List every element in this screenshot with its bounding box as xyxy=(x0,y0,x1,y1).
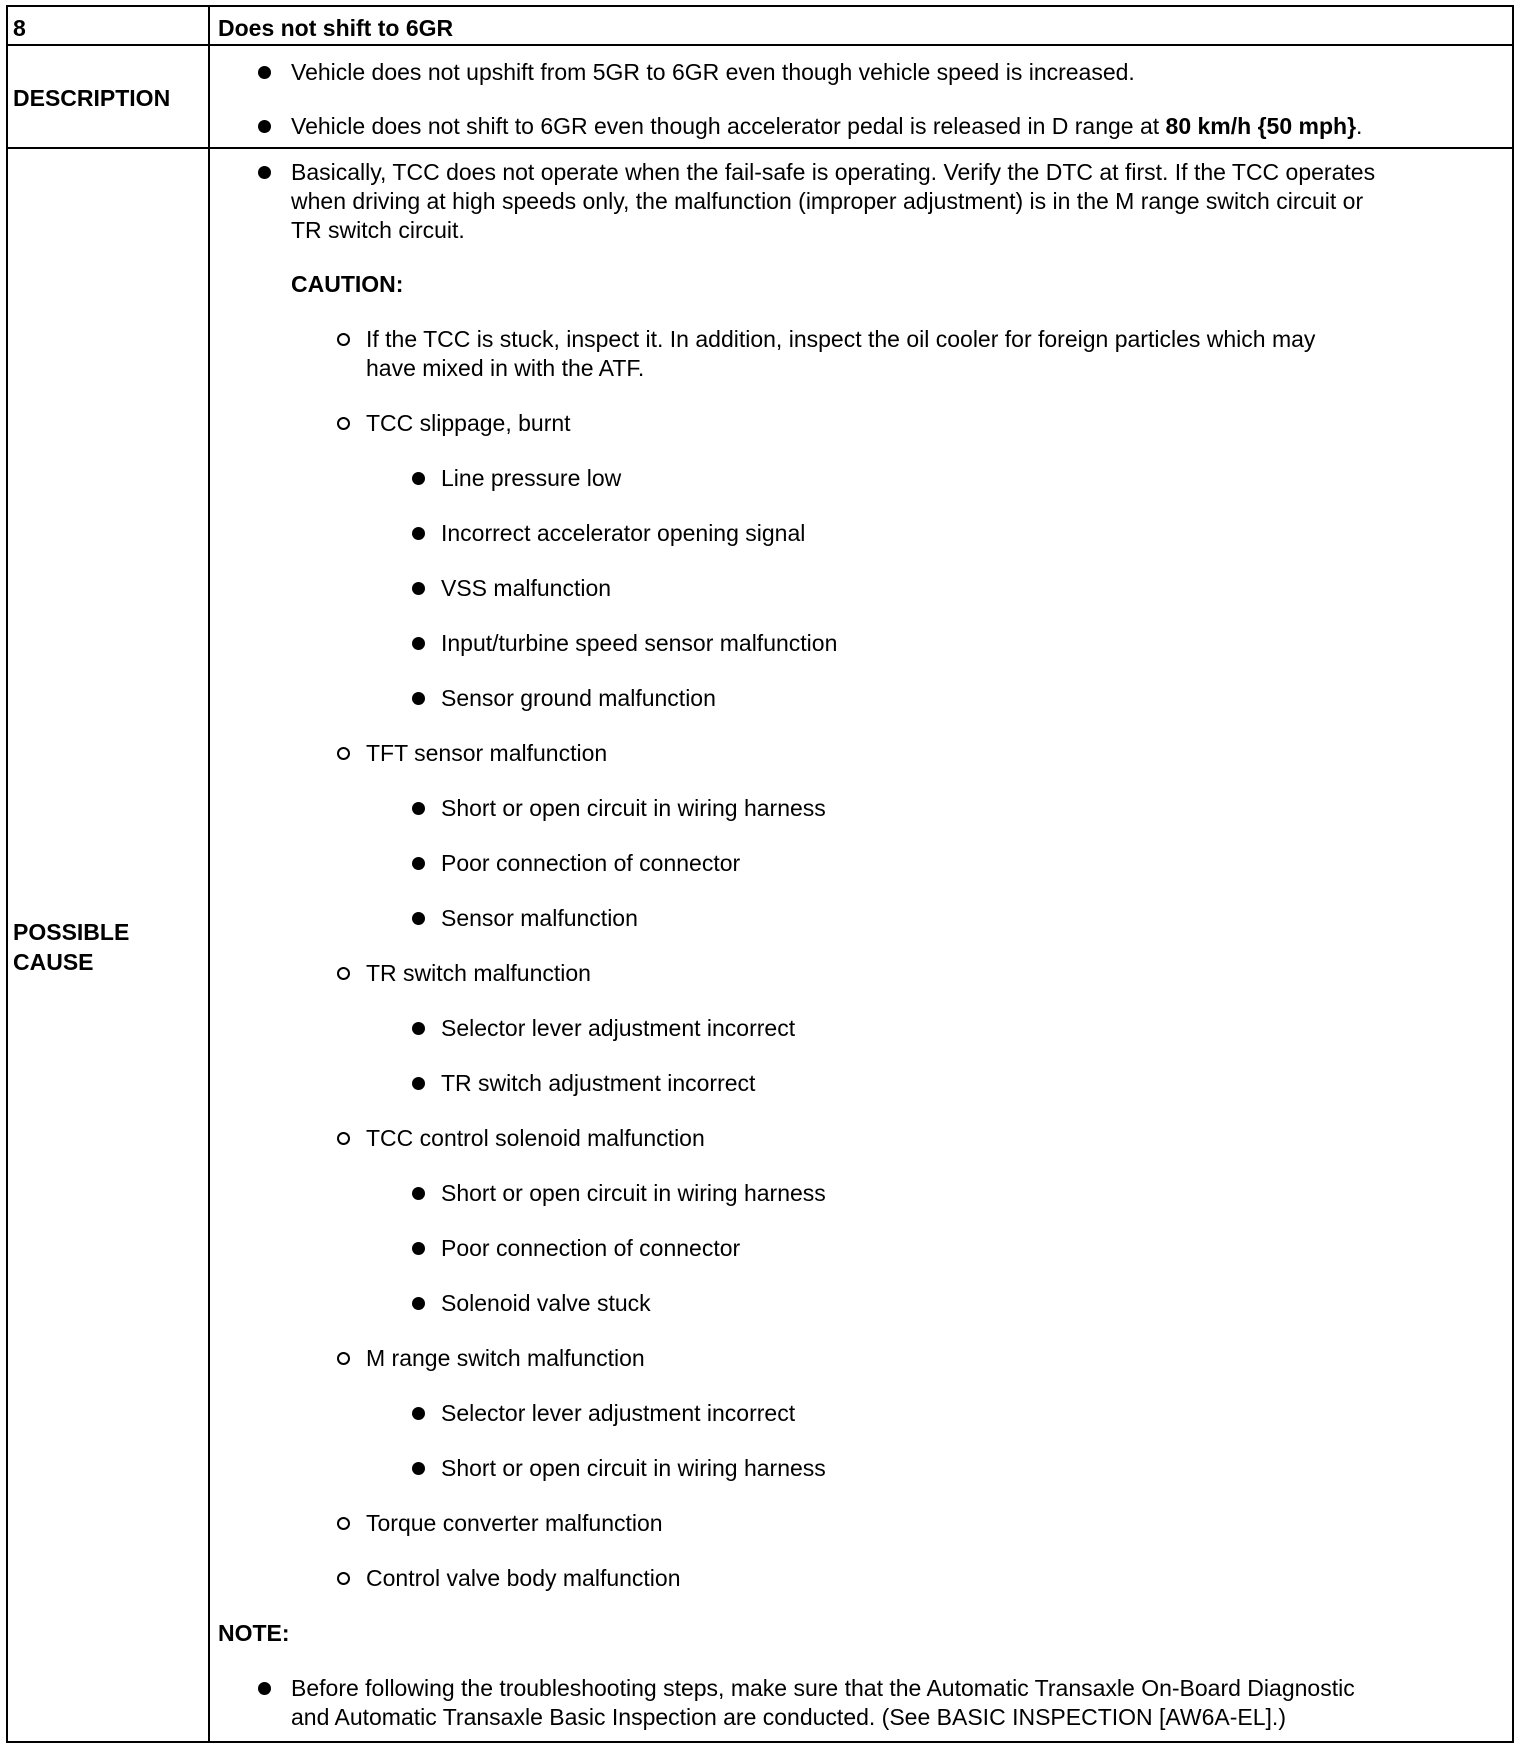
note-line: and Automatic Transaxle Basic Inspection are conducted. (See BASIC INSPECTION [AW6A-EL].) xyxy=(291,1704,1286,1730)
bullet-icon xyxy=(258,1682,271,1695)
hollow-bullet-icon xyxy=(337,1352,350,1365)
cause-item: TR switch malfunction xyxy=(366,960,591,986)
possible-cause-label: POSSIBLE xyxy=(13,919,130,945)
column-divider xyxy=(208,7,210,1741)
cause-item: If the TCC is stuck, inspect it. In addition, inspect the oil cooler for foreign particles which may xyxy=(366,326,1316,352)
cause-intro-line: TR switch circuit. xyxy=(291,217,465,243)
cause-sub-item: Poor connection of connector xyxy=(441,1235,741,1261)
cause-sub-item: Short or open circuit in wiring harness xyxy=(441,1455,826,1481)
procedure-table xyxy=(6,5,1514,1743)
cause-sub-item: Sensor malfunction xyxy=(441,905,638,931)
bullet-icon xyxy=(412,472,425,485)
cause-intro-line: Basically, TCC does not operate when the fail-safe is operating. Verify the DTC at first. If the TCC operates xyxy=(291,159,1376,185)
bullet-icon xyxy=(412,1022,425,1035)
hollow-bullet-icon xyxy=(337,747,350,760)
cause-sub-item: Solenoid valve stuck xyxy=(441,1290,651,1316)
cause-item: TCC slippage, burnt xyxy=(366,410,571,436)
cause-sub-item: TR switch adjustment incorrect xyxy=(441,1070,756,1096)
cause-sub-item: Selector lever adjustment incorrect xyxy=(441,1400,796,1426)
hollow-bullet-icon xyxy=(337,333,350,346)
bullet-icon xyxy=(412,1297,425,1310)
hollow-bullet-icon xyxy=(337,967,350,980)
bullet-icon xyxy=(258,166,271,179)
cause-sub-item: Input/turbine speed sensor malfunction xyxy=(441,630,838,656)
cause-item: Torque converter malfunction xyxy=(366,1510,663,1536)
bullet-icon xyxy=(412,582,425,595)
bullet-icon xyxy=(412,1077,425,1090)
bullet-icon xyxy=(412,692,425,705)
bullet-icon xyxy=(258,120,271,133)
cause-sub-item: Sensor ground malfunction xyxy=(441,685,716,711)
caution-label: CAUTION: xyxy=(291,271,404,297)
note-line: Before following the troubleshooting steps, make sure that the Automatic Transaxle On-Board Diagnostic xyxy=(291,1675,1355,1701)
bullet-icon xyxy=(412,637,425,650)
hollow-bullet-icon xyxy=(337,1132,350,1145)
cause-sub-item: Poor connection of connector xyxy=(441,850,741,876)
description-divider xyxy=(8,147,1512,149)
cause-item: have mixed in with the ATF. xyxy=(366,355,645,381)
possible-cause-label: CAUSE xyxy=(13,949,94,975)
item-number: 8 xyxy=(13,15,26,41)
cause-sub-item: Line pressure low xyxy=(441,465,622,491)
bullet-icon xyxy=(412,1242,425,1255)
cause-sub-item: Short or open circuit in wiring harness xyxy=(441,795,826,821)
cause-item: M range switch malfunction xyxy=(366,1345,645,1371)
description-item: Vehicle does not shift to 6GR even though accelerator pedal is released in D range at 80 km/h {50 mph}. xyxy=(291,113,1363,139)
description-item: Vehicle does not upshift from 5GR to 6GR even though vehicle speed is increased. xyxy=(291,59,1135,85)
bullet-icon xyxy=(412,527,425,540)
cause-sub-item: Short or open circuit in wiring harness xyxy=(441,1180,826,1206)
note-label: NOTE: xyxy=(218,1620,290,1646)
cause-item: TCC control solenoid malfunction xyxy=(366,1125,705,1151)
bullet-icon xyxy=(412,1407,425,1420)
cause-sub-item: VSS malfunction xyxy=(441,575,612,601)
hollow-bullet-icon xyxy=(337,417,350,430)
item-title: Does not shift to 6GR xyxy=(218,15,454,41)
hollow-bullet-icon xyxy=(337,1517,350,1530)
cause-item: TFT sensor malfunction xyxy=(366,740,608,766)
bullet-icon xyxy=(412,1187,425,1200)
cause-intro-line: when driving at high speeds only, the malfunction (improper adjustment) is in the M range switch circuit or xyxy=(291,188,1364,214)
speed-value: 80 km/h {50 mph} xyxy=(1165,113,1357,139)
header-divider xyxy=(8,44,1512,46)
bullet-icon xyxy=(412,857,425,870)
cause-item: Control valve body malfunction xyxy=(366,1565,681,1591)
description-label: DESCRIPTION xyxy=(13,85,171,111)
bullet-icon xyxy=(258,66,271,79)
bullet-icon xyxy=(412,912,425,925)
cause-sub-item: Selector lever adjustment incorrect xyxy=(441,1015,796,1041)
cause-sub-item: Incorrect accelerator opening signal xyxy=(441,520,806,546)
bullet-icon xyxy=(412,802,425,815)
hollow-bullet-icon xyxy=(337,1572,350,1585)
bullet-icon xyxy=(412,1462,425,1475)
